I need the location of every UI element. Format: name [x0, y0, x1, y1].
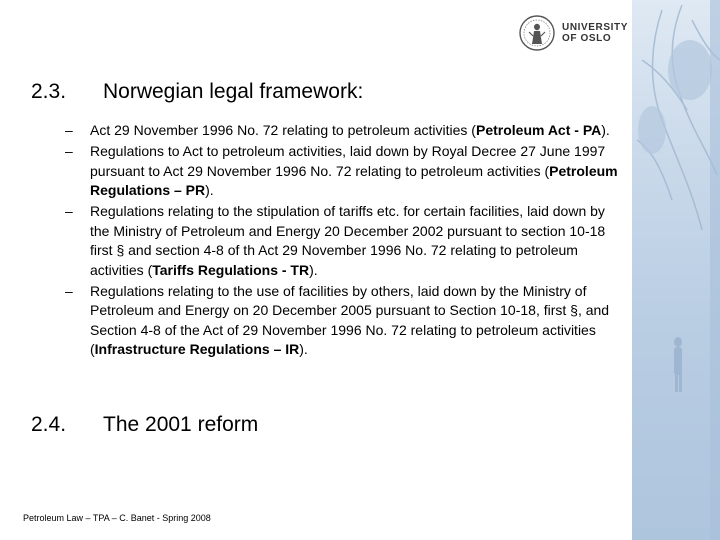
- bullet-tail: ).: [309, 261, 318, 278]
- section-number: 2.4.: [31, 413, 67, 436]
- bullet-bold-term: Tariffs Regulations - TR: [152, 261, 310, 278]
- section-title: The 2001 reform: [103, 413, 259, 436]
- section-number: 2.3.: [31, 80, 67, 103]
- list-item: [65, 282, 625, 360]
- seal-icon: [518, 14, 556, 52]
- logo-line-1: UNIVERSITY: [562, 22, 629, 33]
- bullet-text: Regulations relating to the stipulation of tariffs etc. for certain facilities, laid down by the Ministry of Petroleum and Energy 20 December 2002 pursuant to section 10-18 first § and section 4-8 of th Act 29 November 1996 No. 72 relating to petroleum activities (: [90, 203, 606, 278]
- slide-footer: Petroleum Law – TPA – C. Banet - Spring 2008: [23, 513, 211, 523]
- bullet-text: Regulations to Act to petroleum activities, laid down by Royal Decree 27 June 1997 pursuant to Act 29 November 1996 No. 72 relating to petroleum activities (: [90, 143, 606, 179]
- bullet-text: Regulations relating to the use of facilities by others, laid down by the Ministry of Petroleum and Energy on 20 December 2005 pursuant to Section 10-18, first §, and Section 4-8 of the Act of 29 November 1996 No. 72 relating to petroleum activities (: [90, 282, 610, 357]
- list-item: [65, 202, 625, 280]
- list-item: [65, 121, 625, 141]
- bullet-dash: –: [65, 143, 73, 159]
- bullet-tail: ).: [205, 182, 214, 198]
- bullet-tail: ).: [299, 341, 308, 357]
- university-logo: [518, 14, 634, 54]
- bullet-tail: ).: [601, 122, 610, 138]
- bullet-bold-term: Petroleum Act - PA: [475, 122, 602, 138]
- bullet-bold-term: Infrastructure Regulations – IR: [94, 341, 300, 357]
- bullet-dash: –: [65, 122, 73, 138]
- bullet-text: Act 29 November 1996 No. 72 relating to petroleum activities (: [90, 122, 476, 138]
- logo-wordmark: [562, 22, 642, 44]
- figure-silhouette: [674, 337, 682, 392]
- section-title: Norwegian legal framework:: [103, 80, 364, 103]
- bullet-dash: –: [65, 203, 73, 219]
- decorative-sidebar: [632, 0, 720, 540]
- bullet-list: [65, 121, 625, 361]
- bullet-bold-term: Petroleum Regulations – PR: [90, 162, 618, 198]
- list-item: [65, 142, 625, 201]
- bullet-dash: –: [65, 282, 73, 299]
- sculpture-illustration: [632, 0, 720, 540]
- logo-line-2: OF OSLO: [562, 33, 612, 44]
